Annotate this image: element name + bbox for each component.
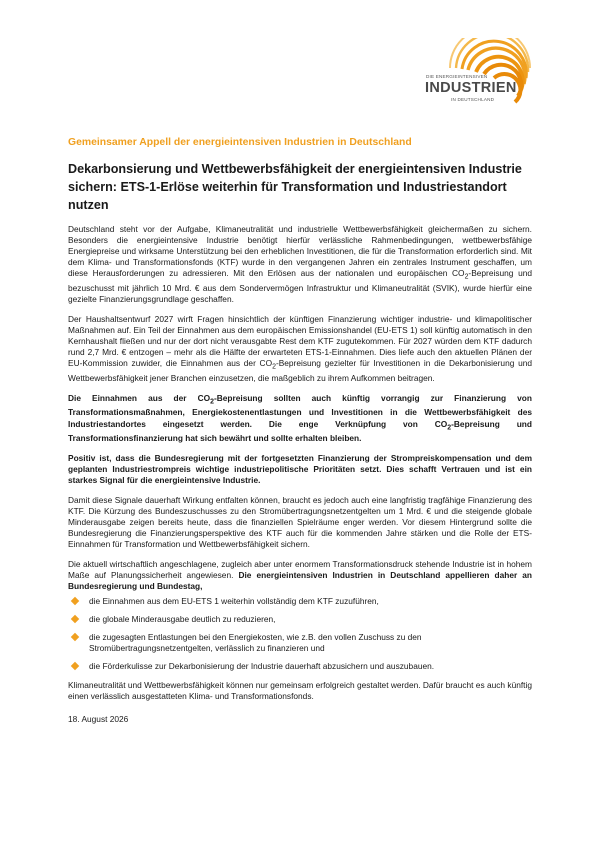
paragraph-3-bold: Die Einnahmen aus der $CO_2$-Bepreisung sollten auch künftig vorrangig zur Finanzierung von Transformationsmaßnahmen, Energiekostenentlastungen und Investitionen in die Wettbewerbsfähigkeit des Industriestandortes eingesetzt werden. Die enge Verknüpfung von $CO_2$-Bepreisung und Transformationsfinanzierung hat sich bewährt und sollte erhalten bleiben. bbox=[68, 392, 532, 444]
paragraph-1: Deutschland steht vor der Aufgabe, Klimaneutralität und industrielle Wettbewerbsfähigkeit gleichermaßen zu sichern. Besonders die energieintensive Industrie benötigt hierfür verlässliche Rahmenbedingungen, wettbewerbsfähige Energiepreise und wirksame Unterstützung bei den erheblichen Investitionen, die für die Transformation erforderlich sind. Mit dem Klima- und Transformationsfonds (KTF) wurde in den vergangenen Jahren ein zentrales Instrument geschaffen, um diese Herausforderungen zu adressieren. Mit den Erlösen aus der nationalen und europäischen $CO_2$-Bepreisung und bezuschusst mit jährlich 10 Mrd. € aus dem Sondervermögen Infrastruktur und Klimaneutralität (SVIK), wurde hierfür eine gezielte Finanzierungsgrundlage geschaffen. bbox=[68, 224, 533, 305]
logo-line1: DIE ENERGIEINTENSIVEN bbox=[426, 74, 488, 79]
diamond-bullet-icon bbox=[71, 597, 79, 605]
appeal-list bbox=[68, 596, 532, 672]
logo-line3: IN DEUTSCHLAND bbox=[451, 97, 495, 102]
document-body bbox=[68, 224, 532, 725]
list-item: die Förderkulisse zur Dekarbonisierung der Industrie dauerhaft abzusichern und auszubauen. bbox=[68, 661, 532, 672]
paragraph-7: Klimaneutralität und Wettbewerbsfähigkeit können nur gemeinsam erfolgreich gestaltet werden. Dafür braucht es auch künftig einen verlässlich ausgestatteten Klima- und Transformationsfonds. bbox=[68, 679, 532, 701]
list-item: die globale Minderausgabe deutlich zu reduzieren, bbox=[68, 614, 532, 625]
document-kicker: Gemeinsamer Appell der energieintensiven Industrien in Deutschland bbox=[68, 137, 412, 148]
paragraph-5: Damit diese Signale dauerhaft Wirkung entfalten können, braucht es jedoch auch eine langfristig tragfähige Finanzierung des KTF. Die Kürzung des Bundeszuschusses zu den Stromübertragungsnetzentgelten um 1 Mrd. € und die steigende globale Minderausgabe zeigen bereits heute, dass die finanziellen Spielräume enger werden. Vor diesem Hintergrund sollte die Bundesregierung die Finanzierungsperspektive des KTF auch für die kommenden Jahre stärken und die Rolle der ETS-Einnahmen für Transformation und Wettbewerbsfähigkeit sichern. bbox=[68, 494, 532, 550]
paragraph-4-bold: Positiv ist, dass die Bundesregierung mit der fortgesetzten Finanzierung der Strompreiskompensation und dem geplanten Industriestrompreis wichtige industriepolitische Prioritäten setzt. Dies schafft Vertrauen und ist ein starkes Signal für die energieintensive Industrie. bbox=[68, 453, 532, 486]
paragraph-6: Die aktuell wirtschaftlich angeschlagene, zugleich aber unter enormem Transformationsdruck stehende Industrie ist in hohem Maße auf Planungssicherheit angewiesen. Die energieintensiven Industrien in Deutschland appellieren daher an Bundesregierung und Bundestag, bbox=[68, 558, 532, 592]
document-title: Dekarbonsierung und Wettbewerbsfähigkeit der energieintensiven Industrie sichern: ETS-1-Erlöse weiterhin für Transformation und Industriestandort nutzen bbox=[68, 162, 522, 212]
organization-logo bbox=[420, 38, 540, 118]
paragraph-2: Der Haushaltsentwurf 2027 wirft Fragen hinsichtlich der künftigen Finanzierung wichtiger industrie- und klimapolitischer Maßnahmen auf. Ein Teil der Einnahmen aus dem europäischen Emissionshandel (EU-ETS 1) soll künftig automatisch in den Kernhaushalt fließen und nur der dort nicht verausgabte Rest dem KTF zugutekommen. Für 2027 würden dem KTF dadurch rund 2,7 Mrd. € entzogen – mehr als die Hälfte der erwarteten ETS-1-Einnahmen. Dies liefe auch den aktuellen Plänen der EU-Kommission zuwider, die Einnahmen aus der $CO_2$-Bepreisung gezielter für Investitionen in die Dekarbonisierung und Wettbewerbsfähigkeit jener Branchen einzusetzen, die maßgeblich zu ihrem Aufkommen beitragen. bbox=[68, 313, 532, 384]
list-item: die Einnahmen aus dem EU-ETS 1 weiterhin vollständig dem KTF zuzuführen, bbox=[68, 596, 532, 607]
logo-line2: INDUSTRIEN bbox=[425, 80, 517, 96]
list-item: die zugesagten Entlastungen bei den Energiekosten, wie z.B. den vollen Zuschuss zu den Stromübertragungsnetzentgelten, verlässlich zu finanzieren und bbox=[68, 632, 532, 654]
diamond-bullet-icon bbox=[71, 615, 79, 623]
diamond-bullet-icon bbox=[71, 633, 79, 641]
diamond-bullet-icon bbox=[71, 661, 79, 669]
document-date: 18. August 2026 bbox=[68, 713, 129, 724]
